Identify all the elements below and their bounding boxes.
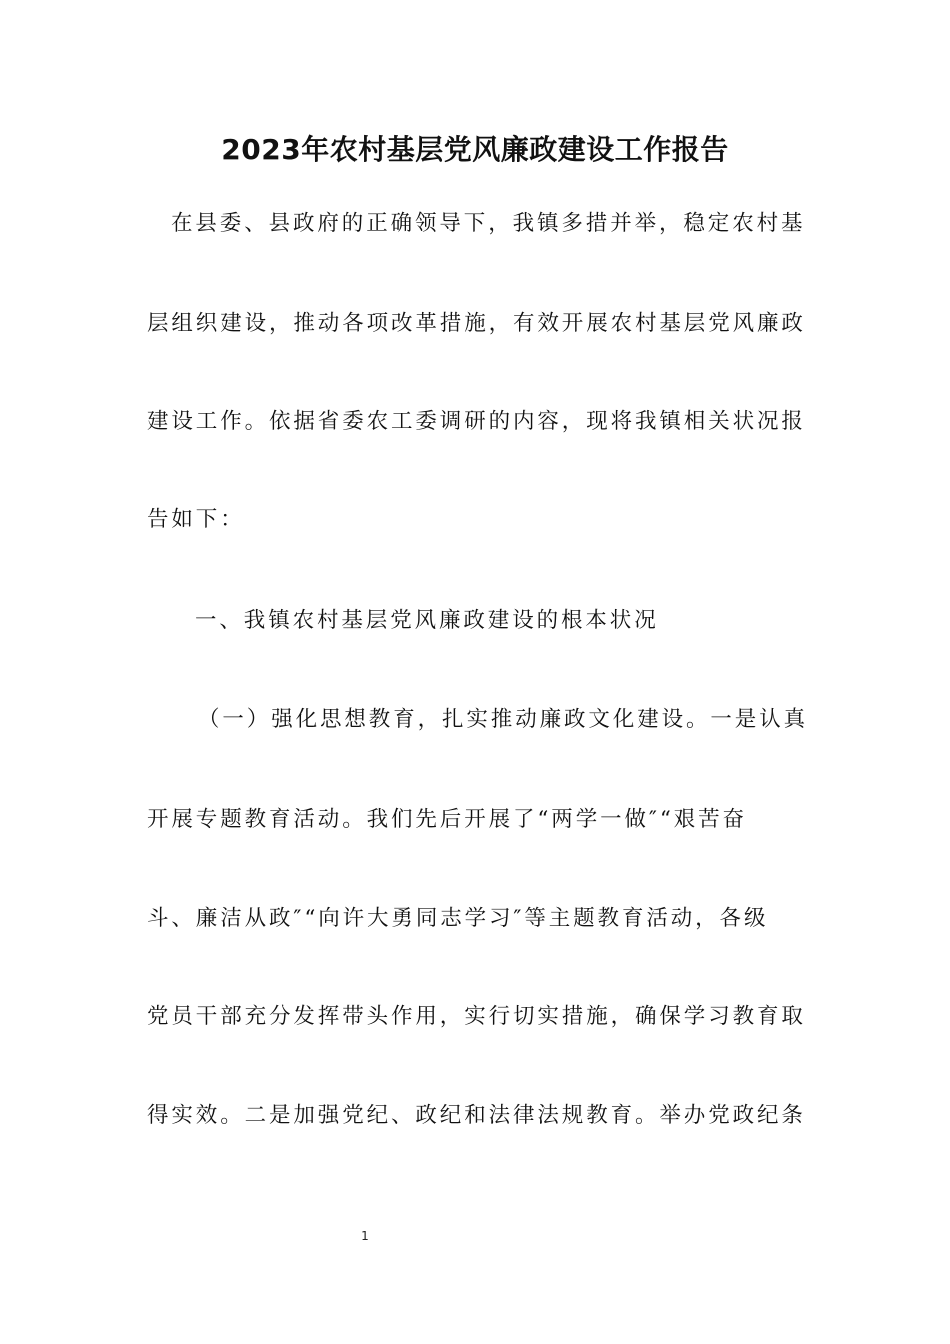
- paragraph-line: 党员干部充分发挥带头作用，实行切实措施，确保学习教育取: [147, 1004, 806, 1029]
- paragraph-line: 斗、廉洁从政″“向许大勇同志学习″等主题教育活动，各级: [147, 906, 769, 931]
- paragraph-line: 层组织建设，推动各项改革措施，有效开展农村基层党风廉政: [147, 311, 806, 336]
- document-title: 2023年农村基层党风廉政建设工作报告: [221, 133, 729, 166]
- paragraph-line: 得实效。二是加强党纪、政纪和法律法规教育。举办党政纪条: [147, 1103, 806, 1128]
- page-number: 1: [361, 1229, 369, 1243]
- paragraph-line: 建设工作。依据省委农工委调研的内容，现将我镇相关状况报: [147, 409, 806, 434]
- paragraph-line: 在县委、县政府的正确领导下，我镇多措并举，稳定农村基: [171, 211, 806, 236]
- paragraph-line: 开展专题教育活动。我们先后开展了“两学一做″“艰苦奋: [147, 807, 747, 832]
- paragraph-line: 告如下：: [147, 507, 245, 532]
- section-heading: 一、我镇农村基层党风廉政建设的根本状况: [195, 608, 659, 633]
- paragraph-line: （一）强化思想教育，扎实推动廉政文化建设。一是认真: [198, 707, 809, 732]
